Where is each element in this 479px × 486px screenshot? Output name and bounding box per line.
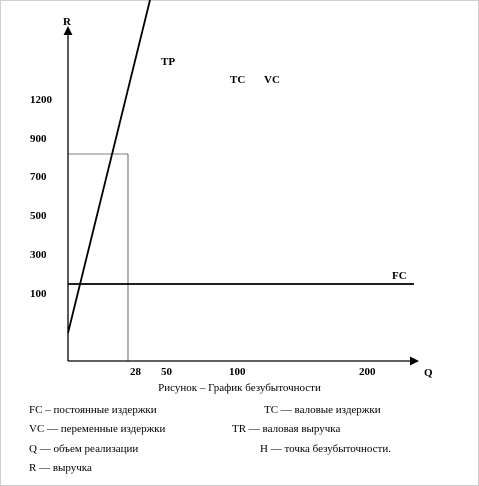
x-tick-label: 28	[130, 366, 141, 378]
y-tick-label: 700	[30, 171, 47, 183]
y-axis-label: R	[63, 16, 71, 28]
legend-item-q: Q — объем реализации	[29, 443, 139, 455]
figure-caption: Рисунок – График безубыточности	[158, 382, 321, 394]
legend-item-h: Н — точка безубыточности.	[260, 443, 391, 455]
x-tick-label: 50	[161, 366, 172, 378]
y-tick-label: 500	[30, 210, 47, 222]
fc-label: FC	[392, 270, 407, 282]
tp-label: TP	[161, 56, 176, 68]
y-tick-label: 1200	[30, 94, 52, 106]
x-tick-label: 200	[359, 366, 376, 378]
y-tick-label: 900	[30, 133, 47, 145]
vc-label: VC	[264, 74, 280, 86]
x-tick-label: 100	[229, 366, 246, 378]
tp-line	[68, 0, 150, 333]
tc-label: TC	[230, 74, 246, 86]
legend-item-vc: VC — переменные издержки	[29, 423, 166, 435]
legend-item-tr: TR — валовая выручка	[232, 423, 341, 435]
legend-item-r: R — выручка	[29, 462, 92, 474]
x-axis-label: Q	[424, 367, 433, 379]
y-tick-label: 300	[30, 249, 47, 261]
legend-item-fc: FC – постоянные издержки	[29, 404, 157, 416]
legend-item-tc: TC — валовые издержки	[264, 404, 381, 416]
y-tick-label: 100	[30, 288, 47, 300]
